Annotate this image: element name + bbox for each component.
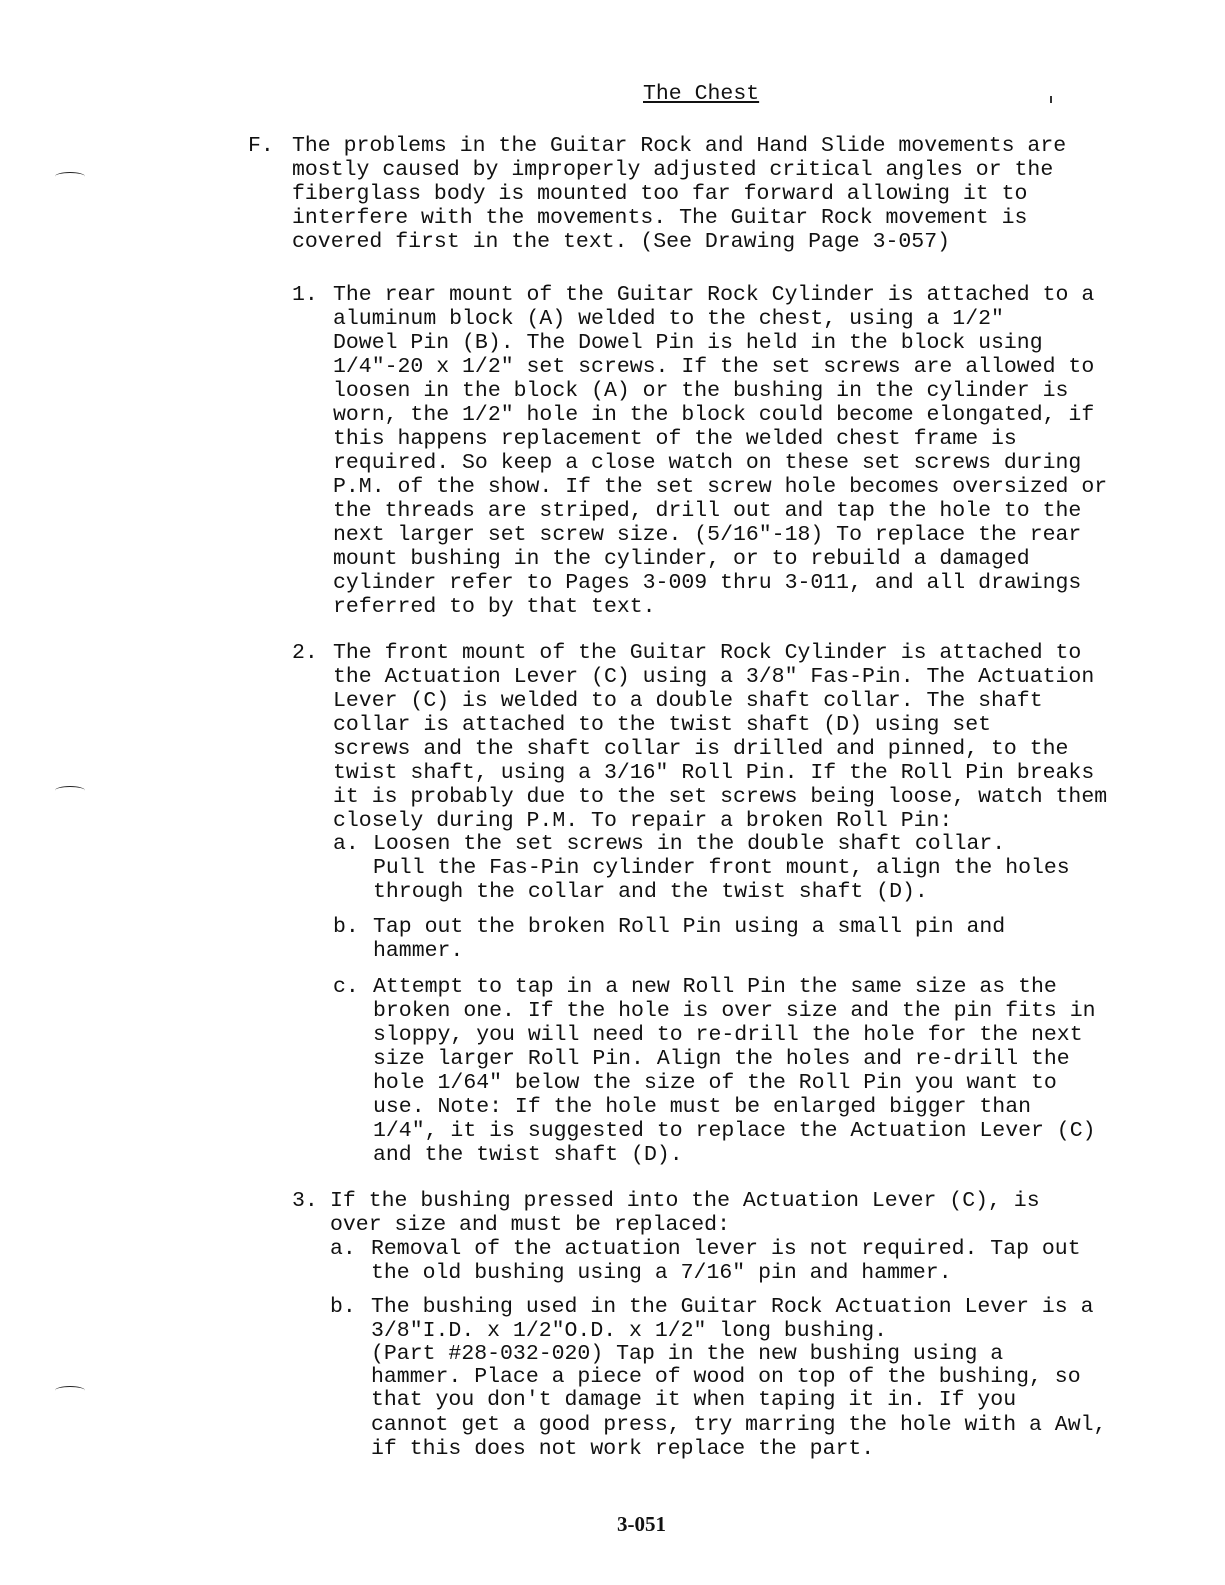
text-line: sloppy, you will need to re-drill the hole for the next (373, 1023, 1083, 1047)
text-line: Lever (C) is welded to a double shaft collar. The shaft (333, 689, 1043, 713)
item-label: F. (248, 134, 274, 158)
item-label: a. (330, 1237, 356, 1261)
text-line: hammer. Place a piece of wood on top of the bushing, so (371, 1365, 1081, 1389)
binder-mark-top (55, 172, 85, 181)
text-line: covered first in the text. (See Drawing Page 3-057) (292, 230, 951, 254)
binder-mark-bottom (55, 1386, 85, 1395)
text-line: next larger set screw size. (5/16"-18) To replace the rear (333, 523, 1082, 547)
text-line: (Part #28-032-020) Tap in the new bushing using a (371, 1342, 1004, 1366)
text-line: 1/4"-20 x 1/2" set screws. If the set screws are allowed to (333, 355, 1095, 379)
item-label: c. (333, 975, 359, 999)
text-line: The bushing used in the Guitar Rock Actuation Lever is a (371, 1295, 1094, 1319)
text-line: the Actuation Lever (C) using a 3/8" Fas-Pin. The Actuation (333, 665, 1095, 689)
text-line: required. So keep a close watch on these set screws during (333, 451, 1082, 475)
item-label: a. (333, 832, 359, 856)
page-number: 3-051 (617, 1512, 666, 1536)
text-line: use. Note: If the hole must be enlarged bigger than (373, 1095, 1032, 1119)
text-line: through the collar and the twist shaft (D). (373, 880, 928, 904)
text-line: that you don't damage it when taping it in. If you (371, 1388, 1017, 1412)
text-line: aluminum block (A) welded to the chest, using a 1/2" (333, 307, 1004, 331)
text-line: size larger Roll Pin. Align the holes and re-drill the (373, 1047, 1070, 1071)
text-line: loosen in the block (A) or the bushing in the cylinder is (333, 379, 1069, 403)
text-line: and the twist shaft (D). (373, 1143, 683, 1167)
text-line: Removal of the actuation lever is not required. Tap out (371, 1237, 1081, 1261)
text-line: The front mount of the Guitar Rock Cylinder is attached to (333, 641, 1082, 665)
stray-mark (1050, 96, 1052, 103)
text-line: fiberglass body is mounted too far forward allowing it to (292, 182, 1028, 206)
text-line: hole 1/64" below the size of the Roll Pin you want to (373, 1071, 1057, 1095)
text-line: cannot get a good press, try marring the hole with a Awl, (371, 1413, 1107, 1437)
text-line: screws and the shaft collar is drilled and pinned, to the (333, 737, 1069, 761)
text-line: Loosen the set screws in the double shaft collar. (373, 832, 1006, 856)
text-line: mostly caused by improperly adjusted critical angles or the (292, 158, 1054, 182)
text-line: if this does not work replace the part. (371, 1437, 875, 1461)
text-line: the threads are striped, drill out and tap the hole to the (333, 499, 1082, 523)
text-line: cylinder refer to Pages 3-009 thru 3-011, and all drawings (333, 571, 1082, 595)
text-line: Pull the Fas-Pin cylinder front mount, align the holes (373, 856, 1070, 880)
text-line: If the bushing pressed into the Actuation Lever (C), is (330, 1189, 1040, 1213)
text-line: hammer. (373, 939, 464, 963)
text-line: this happens replacement of the welded chest frame is (333, 427, 1017, 451)
text-line: broken one. If the hole is over size and the pin fits in (373, 999, 1096, 1023)
text-line: twist shaft, using a 3/16" Roll Pin. If the Roll Pin breaks (333, 761, 1095, 785)
item-label: b. (330, 1295, 356, 1319)
binder-mark-middle (55, 786, 85, 795)
text-line: The problems in the Guitar Rock and Hand Slide movements are (292, 134, 1067, 158)
text-line: 3/8"I.D. x 1/2"O.D. x 1/2" long bushing. (371, 1319, 888, 1343)
text-line: Attempt to tap in a new Roll Pin the same size as the (373, 975, 1057, 999)
text-line: collar is attached to the twist shaft (D) using set (333, 713, 992, 737)
text-line: referred to by that text. (333, 595, 656, 619)
text-line: P.M. of the show. If the set screw hole becomes oversized or (333, 475, 1108, 499)
text-line: mount bushing in the cylinder, or to rebuild a damaged (333, 547, 1030, 571)
item-label: 1. (292, 283, 318, 307)
page-title: The Chest (643, 82, 760, 106)
item-label: 2. (292, 641, 318, 665)
text-line: it is probably due to the set screws being loose, watch them (333, 785, 1108, 809)
text-line: worn, the 1/2" hole in the block could become elongated, if (333, 403, 1095, 427)
text-line: Tap out the broken Roll Pin using a small pin and (373, 915, 1006, 939)
text-line: the old bushing using a 7/16" pin and hammer. (371, 1261, 952, 1285)
text-line: Dowel Pin (B). The Dowel Pin is held in the block using (333, 331, 1043, 355)
text-line: over size and must be replaced: (330, 1213, 730, 1237)
item-label: 3. (292, 1189, 318, 1213)
text-line: interfere with the movements. The Guitar Rock movement is (292, 206, 1028, 230)
item-label: b. (333, 915, 359, 939)
text-line: The rear mount of the Guitar Rock Cylinder is attached to a (333, 283, 1095, 307)
text-line: 1/4", it is suggested to replace the Actuation Lever (C) (373, 1119, 1096, 1143)
text-line: closely during P.M. To repair a broken Roll Pin: (333, 809, 953, 833)
